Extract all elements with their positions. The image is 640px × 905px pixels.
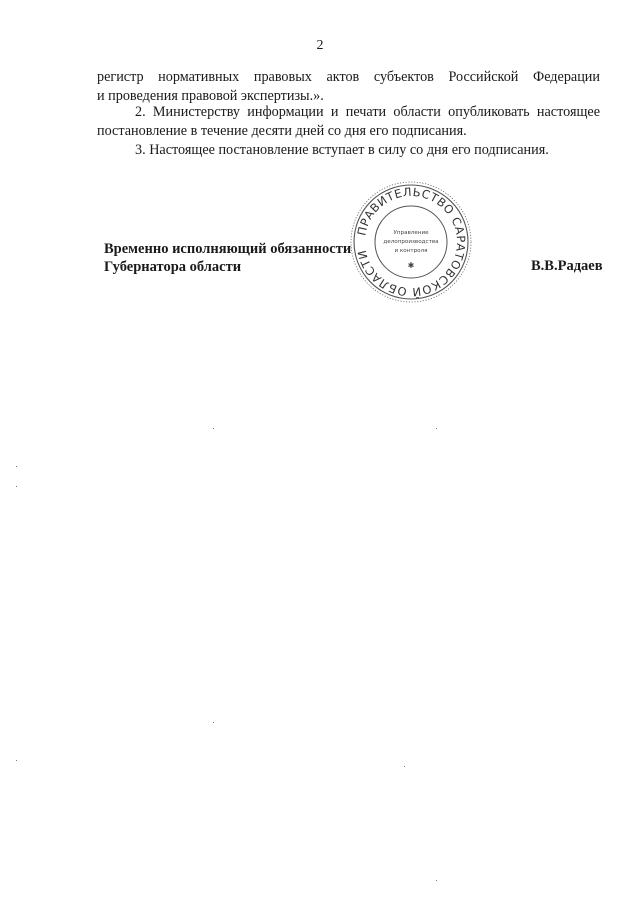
seal-center-line-2: делопроизводства [383,239,439,245]
scan-speck [213,722,214,723]
scan-speck [436,428,437,429]
page-number: 2 [316,38,324,53]
paragraph-1-line-2: и проведения правовой экспертизы.». [97,88,324,104]
paragraph-2-line-1: 2. Министерству информации и печати области опубликовать настоящее [135,104,600,120]
scan-speck [404,766,405,767]
signatory-title [104,240,351,276]
scan-speck [213,428,214,429]
seal-ring-text: ПРАВИТЕЛЬСТВО САРАТОВСКОЙ ОБЛАСТИ [354,184,469,300]
signatory-title-line-1: Временно исполняющий обязанности [104,241,352,257]
signatory-title-line-2: Губернатора области [104,259,242,275]
paragraph-3-line-1: 3. Настоящее постановление вступает в силу со дня его подписания. [135,142,549,158]
paragraph-2 [97,103,600,141]
seal-star-icon: ✱ [407,261,415,270]
official-seal [343,180,479,304]
paragraph-1 [97,68,600,106]
seal-center-line-1: Управление [393,230,429,236]
paragraph-3 [97,141,600,160]
signatory-name: В.В.Радаев [531,258,603,274]
seal-center-line-3: и контроля [394,248,428,254]
scan-speck [16,760,17,761]
paragraph-1-line-1: регистр нормативных правовых актов субъектов Российской Федерации [97,69,600,85]
scan-speck [16,466,17,467]
paragraph-2-line-2: постановление в течение десяти дней со дня его подписания. [97,123,467,139]
scan-speck [436,880,437,881]
scan-speck [16,486,17,487]
